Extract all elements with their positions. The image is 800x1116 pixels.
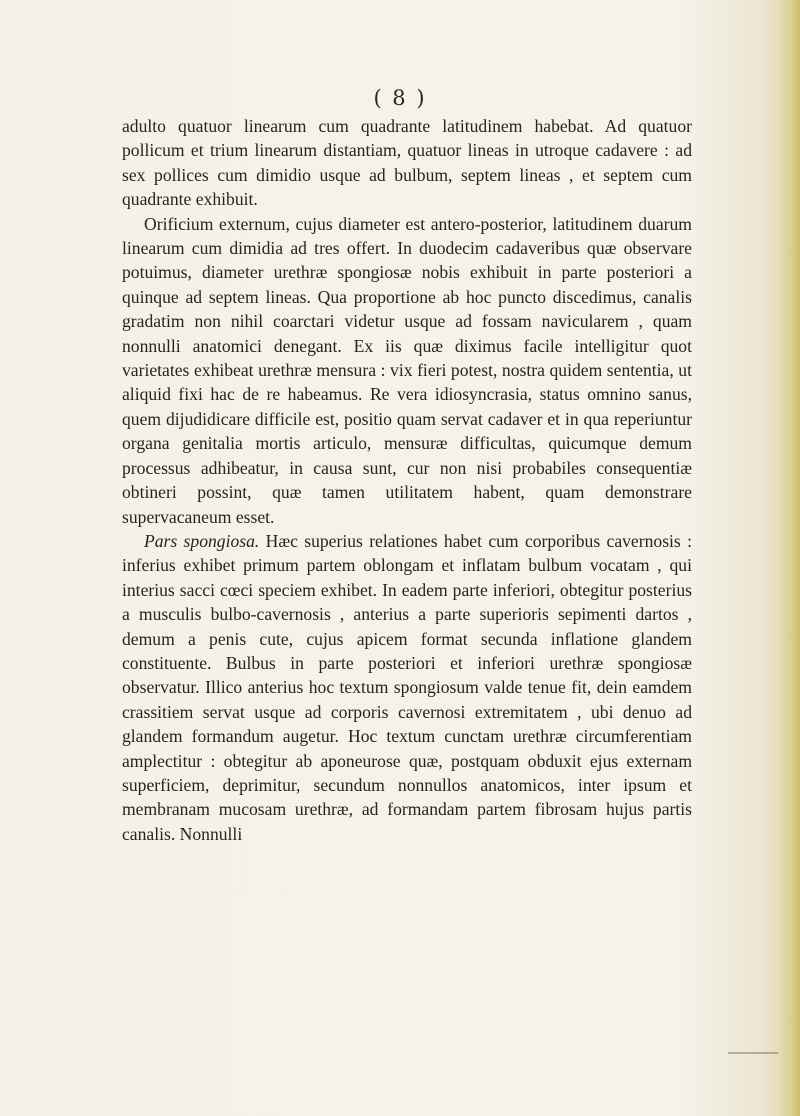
edge-mark	[728, 1052, 778, 1054]
paragraph-1: adulto quatuor linearum cum quadrante latitudinem habebat. Ad quatuor pollicum et trium linearum distantiam, quatuor lineas in utroque cadavere : ad sex pollices cum dimidio usque ad bulbum, septem lineas , et septem cum quadrante exhibuit.	[122, 116, 692, 210]
paragraph-3-text: Hæc superius relationes habet cum corporibus cavernosis : inferius exhibet primum partem oblongam et inflatam bulbum vocatam , qui interius sacci cœci speciem exhibet. In eadem parte inferiori, obtegitur posterius a musculis bulbo-cavernosis , anterius a parte superioris sepimenti dartos , demum a penis cute, cujus apicem format secunda inflatione glandem constituente. Bulbus in parte posteriori et inferiori urethræ spongiosæ observatur. Illico anterius hoc textum spongiosum valde tenue fit, dein eamdem crassitiem servat usque ad corporis cavernosi extremitatem , ubi denuo ad glandem formandum augetur. Hoc textum cunctam urethræ circumferentiam amplectitur : obtegitur ab aponeurose quæ, postquam obduxit ejus externam superficiem, deprimitur, secundum nonnullos anatomicos, inter ipsum et membranam mucosam urethræ, ad formandam partem fibrosam hujus partis canalis. Nonnulli	[122, 530, 692, 844]
paragraph-2: Orificium externum, cujus diameter est antero-posterior, latitudinem duarum linearum cum dimidia ad tres offert. In duodecim cadaveribus quæ observare potuimus, diameter urethræ spongiosæ nobis exhibuit in parte posteriori a quinque ad septem lineas. Qua proportione ab hoc puncto discedimus, canalis gradatim non nihil coarctari videtur usque ad fossam navicularem , quam nonnulli anatomici denegant. Ex iis quæ diximus facile intelligitur quot varietates exhibeat urethræ mensura : vix fieri potest, nostra quidem sententia, ut aliquid fixi hac de re habeamus. Re vera idiosyncrasia, status omnino sanus, quem dijudidicare difficile est, positio quam servat cadaver et in qua reperiuntur organa genitalia mortis articulo, mensuræ difficultas, quicumque demum processus adhibeatur, in causa sunt, cur non nisi probabiles consequentiæ obtineri possint, quæ tamen utilitatem habent, quam demonstrare supervacaneum esset.	[122, 213, 692, 527]
body-text	[122, 114, 692, 846]
section-title: Pars spongiosa.	[144, 530, 260, 551]
paper-edge	[778, 0, 800, 1116]
page-number: ( 8 )	[373, 86, 427, 110]
paragraph-3	[122, 529, 692, 846]
